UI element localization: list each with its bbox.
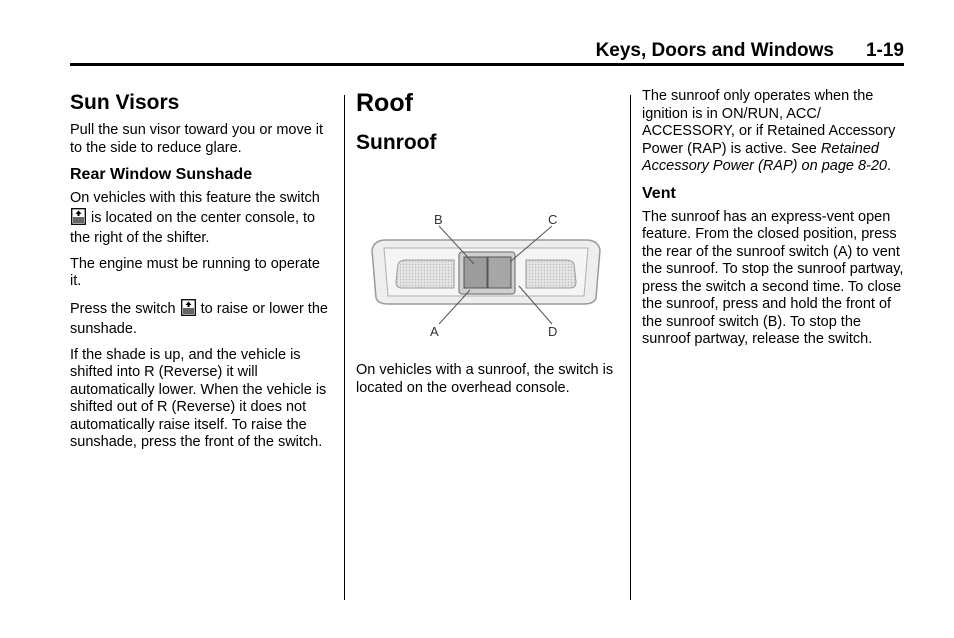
page-header [70,38,904,64]
heading-rear-window-sunshade: Rear Window Sunshade [70,166,253,183]
text: is located on the center console, to the right of the shifter. [70,209,316,246]
label-c: C [548,212,558,227]
heading-sunroof: Sunroof [356,131,437,154]
paragraph: Pull the sun visor toward you or move it to the side to reduce glare. [70,122,324,156]
figure-caption: On vehicles with a sunroof, the switch is located on the overhead console. [356,362,614,396]
text: Press the switch [70,300,180,317]
heading-roof: Roof [356,89,413,117]
header-rule [70,63,904,66]
paragraph [70,299,332,339]
text: . [887,158,892,174]
overhead-console-figure [366,212,606,342]
paragraph: If the shade is up, and the vehicle is shifted into R (Reverse) it will automatically lower. When the vehicle is shifted out of R (Reverse) it does not automatically raise itself. To raise the sunshade, press the front of the switch. [70,346,327,450]
column-divider [630,95,631,600]
heading-sun-visors: Sun Visors [70,91,180,114]
paragraph: The engine must be running to operate it. [70,255,320,289]
column-left [70,88,332,460]
section-title: Keys, Doors and Windows [595,40,834,61]
column-divider [344,95,345,600]
sunshade-switch-icon [71,208,86,231]
sunshade-switch-icon [181,299,196,322]
column-middle [356,88,616,405]
label-b: B [434,212,443,227]
label-a: A [430,324,439,339]
page-number: 1-19 [865,40,904,61]
paragraph [70,190,332,248]
text: The sunroof only operates when the ignition is in ON/RUN, ACC/ ACCESSORY, or if Retained Accessory Power (RAP) is active. See [642,88,896,157]
paragraph [642,88,904,176]
heading-vent: Vent [642,184,676,202]
text: On vehicles with this feature the switch [70,190,320,206]
label-d: D [548,324,558,339]
cross-reference-link[interactable]: Retained Accessory Power (RAP) on page 8-20 [642,140,887,174]
text: to raise or lower the sunshade. [70,300,328,337]
paragraph: The sunroof has an express-vent open feature. From the closed position, press the rear of the sunroof switch (A) to vent the sunroof. To stop the sunroof partway, press the switch a second time. To close the sunroof, press and hold the front of the sunroof switch (B). To stop the sunroof partway, release the switch. [642,208,904,347]
column-right [642,88,904,357]
overhead-console-illustration [366,212,606,342]
